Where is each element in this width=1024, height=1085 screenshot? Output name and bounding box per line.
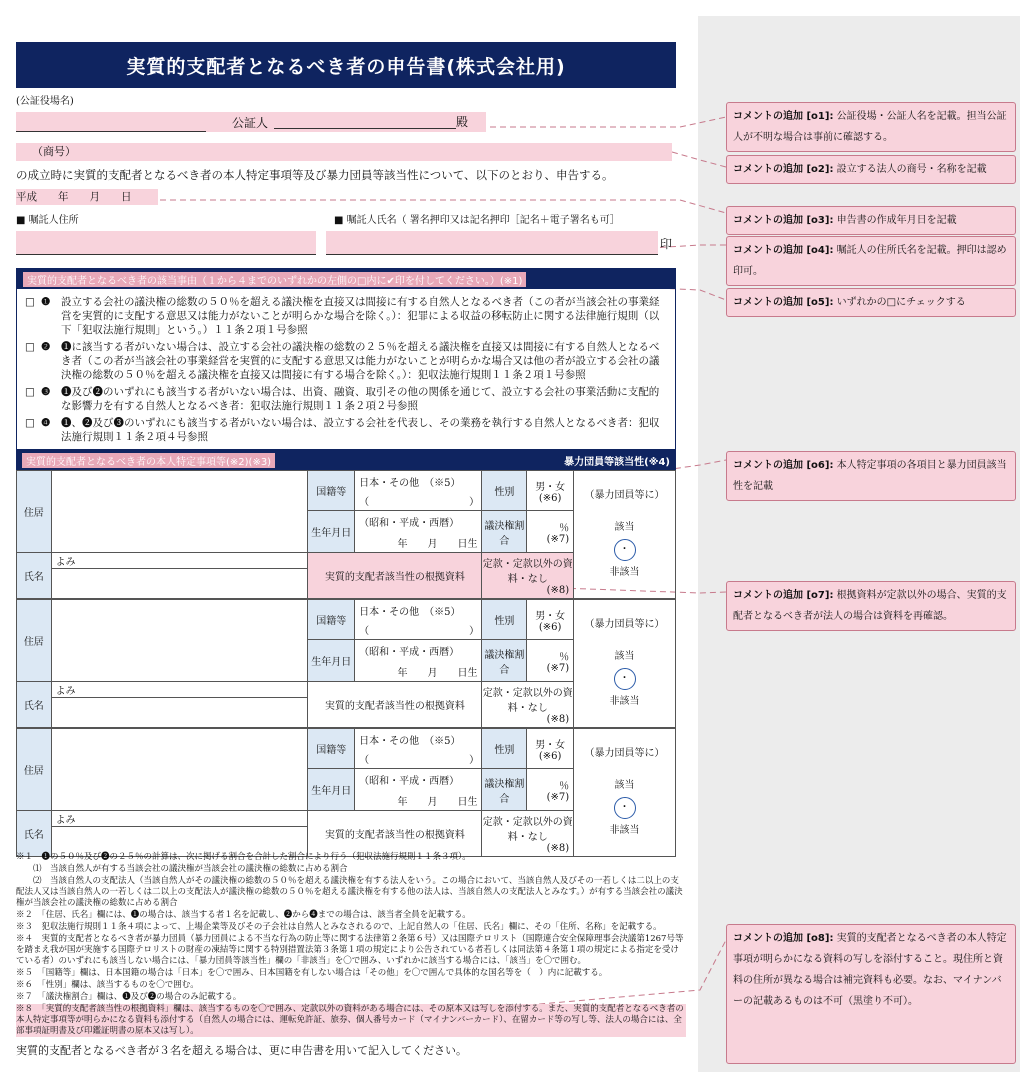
note-6: ※６ 「性別」欄は、該当するものを〇で囲む。 [16, 980, 199, 990]
comment-o3[interactable]: コメントの追加 [o3]: 申告書の作成年月日を記載 [726, 206, 1016, 235]
comment-o5[interactable]: コメントの追加 [o5]: いずれかの□にチェックする [726, 288, 1016, 317]
basis-field[interactable]: 定款・定款以外の資料・なし (※8) [482, 682, 574, 728]
note-5: ※５ 「国籍等」欄は、日本国籍の場合は「日本」を〇で囲み、日本国籍を有しない場合は「その他」を〇で囲んで具体的な国名等を（ ）内に記載する。 [16, 968, 608, 978]
sex-label: 性別 [482, 729, 527, 769]
section1-header: 実質的支配者となるべき者の該当事由（１から４までのいずれかの左側の□内に✔印を付してください。）(※1) [17, 269, 675, 289]
option-3[interactable]: □ ❸ ❶及び❷のいずれにも該当する者がいない場合は、出資、融資、取引その他の関係を通じて、設立する会社の事業活動に支配的な影響力を有する自然人となるべき者：犯収法施行規則１１条２項２号参照 [25, 386, 660, 412]
nationality-label: 国籍等 [308, 471, 355, 511]
option-2[interactable]: □ ❷ ❶に該当する者がいない場合は、設立する会社の議決権の総数の２５％を超える議決権を直接又は間接に有する自然人となるべき者（この者が当該会社の事業経営を実質的に支配する意思又は能力がないことが明らかな場合又は他の者が設立する会社の議決権の総数の５０％を超える議決権を直接又は間接に有する場合を除く。）：犯収法施行規則１１条２項１号参照 [25, 341, 660, 381]
comment-o6[interactable]: コメントの追加 [o6]: 本人特定事項の各項目と暴力団員該当性を記載 [726, 451, 1016, 501]
selection-circle: ・ [614, 539, 636, 561]
basis-label: 実質的支配者該当性の根拠資料 [308, 811, 482, 857]
basis-field[interactable]: 定款・定款以外の資料・なし (※8) [482, 811, 574, 857]
note-2: ※２ 「住居、氏名」欄には、❶の場合は、該当する者１名を記載し、❷から❹までの場合は、該当者全員を記載する。 [16, 910, 471, 920]
checkbox[interactable]: □ [25, 386, 35, 398]
note-3: ※３ 犯収法施行規則１１条４項によって、上場企業等及びその子会社は自然人とみなされるので、上記自然人の「住居、氏名」欄に、その「住所、名称」を記載する。 [16, 922, 662, 932]
dono-label: 殿 [456, 112, 486, 132]
birth-label: 生年月日 [308, 511, 355, 553]
address-label: 住居 [17, 729, 52, 811]
section-applicable-reason [16, 268, 676, 450]
note-7: ※７ 「議決権割合」欄は、❶及び❷の場合のみ記載する。 [16, 992, 242, 1002]
sex-label: 性別 [482, 600, 527, 640]
birth-field[interactable]: （昭和・平成・西暦） 年 月 日生 [355, 511, 482, 553]
persons-table [16, 470, 676, 857]
comment-o7[interactable]: コメントの追加 [o7]: 根拠資料が定款以外の場合、実質的支配者となるべき者が法人の場合は資料を再確認。 [726, 581, 1016, 631]
birth-label: 生年月日 [308, 769, 355, 811]
note-4: ※４ 実質的支配者となるべき者が暴力団員（暴力団員による不当な行為の防止等に関する法律第２条第６号）又は国際テロリスト（国際連合安全保障理事会決議第1267号等を踏まえ我が国が実施する国際テロリストの財産の凍結等に関する特別措置法第３条第１項の規定により公告されている者若しくは同法第４条第１項の規定による指定を受けている者）のいずれにも該当しない場合には、「暴力団員等該当性」欄の「非該当」を〇で囲み、いずれかに該当する場合には、「該当」を〇で囲む。 [16, 934, 684, 966]
checkbox[interactable]: □ [25, 417, 35, 429]
sex-field[interactable]: 男・女 (※6) [527, 600, 574, 640]
options-list [17, 289, 675, 449]
client-labels [16, 211, 676, 226]
address-field[interactable] [51, 600, 308, 682]
sex-field[interactable]: 男・女 (※6) [527, 471, 574, 511]
violence-check-field[interactable]: （暴力団員等に） 該当 ・ 非該当 [574, 471, 676, 599]
comment-o4[interactable]: コメントの追加 [o4]: 嘱託人の住所氏名を記載。押印は認め印可。 [726, 236, 1016, 286]
vote-label: 議決権割合 [482, 640, 527, 682]
client-address-field[interactable] [16, 231, 316, 255]
yomi-field[interactable]: よみ [51, 553, 308, 569]
birth-label: 生年月日 [308, 640, 355, 682]
name-field[interactable] [51, 698, 308, 728]
footer-text: 実質的支配者となるべき者が３名を超える場合は、更に申告書を用いて記入してください。 [16, 1044, 467, 1057]
selection-circle: ・ [614, 797, 636, 819]
comment-o2[interactable]: コメントの追加 [o2]: 設立する法人の商号・名称を記載 [726, 155, 1016, 184]
note-1-1: ⑴ 当該自然人が有する当該会社の議決権が当該会社の議決権の総数に占める割合 [16, 864, 348, 874]
checkbox[interactable]: □ [25, 296, 35, 308]
vote-field[interactable]: ％ (※7) [527, 511, 574, 553]
declaration-text: の成立時に実質的支配者となるべき者の本人特定事項等及び暴力団員等該当性について、以下のとおり、申告する。 [16, 168, 614, 182]
client-name-label: ■ 嘱託人氏名（ 署名押印又は記名押印［記名＋電子署名も可］ [334, 215, 620, 226]
basis-field[interactable]: 定款・定款以外の資料・なし (※8) [482, 553, 574, 599]
notes [16, 852, 686, 1057]
violence-check-field[interactable]: （暴力団員等に） 該当 ・ 非該当 [574, 729, 676, 857]
sex-field[interactable]: 男・女 (※6) [527, 729, 574, 769]
address-field[interactable] [51, 729, 308, 811]
sex-label: 性別 [482, 471, 527, 511]
basis-label: 実質的支配者該当性の根拠資料 [308, 553, 482, 599]
section2-header: 実質的支配者となるべき者の本人特定事項等(※2)(※3) 暴力団員等該当性(※4) [16, 450, 676, 470]
option-4[interactable]: □ ❹ ❶、❷及び❸のいずれにも該当する者がいない場合は、設立する会社を代表し、その業務を執行する自然人となるべき者：犯収法施行規則１１条２項４号参照 [25, 417, 660, 443]
vote-field[interactable]: ％ (※7) [527, 769, 574, 811]
comment-o8[interactable]: コメントの追加 [o8]: 実質的支配者となるべき者の本人特定事項が明らかになる資料の写しを添付すること。現住所と資料の住所が異なる場合は補完資料も必要。なお、マイナンバーの記載あるものは不可（黒塗り不可）。 [726, 924, 1016, 1064]
birth-field[interactable]: （昭和・平成・西暦） 年 月 日生 [355, 769, 482, 811]
vote-label: 議決権割合 [482, 511, 527, 553]
yomi-field[interactable]: よみ [51, 811, 308, 827]
vote-label: 議決権割合 [482, 769, 527, 811]
person-block-1 [16, 470, 676, 599]
nationality-label: 国籍等 [308, 600, 355, 640]
vote-field[interactable]: ％ (※7) [527, 640, 574, 682]
office-label: (公証役場名) [16, 96, 74, 107]
birth-field[interactable]: （昭和・平成・西暦） 年 月 日生 [355, 640, 482, 682]
nationality-field[interactable]: 日本・その他 （※5） （ ） [355, 729, 482, 769]
nationality-field[interactable]: 日本・その他 （※5） （ ） [355, 600, 482, 640]
client-name-field[interactable] [326, 231, 658, 255]
person-block-3 [16, 728, 676, 857]
trade-name-field[interactable] [16, 143, 672, 161]
person-block-2 [16, 599, 676, 728]
name-label: 氏名 [17, 682, 52, 728]
name-label: 氏名 [17, 553, 52, 599]
nationality-field[interactable]: 日本・その他 （※5） （ ） [355, 471, 482, 511]
name-label: 氏名 [17, 811, 52, 857]
address-label: 住居 [17, 471, 52, 553]
comment-o1[interactable]: コメントの追加 [o1]: 公証役場・公証人名を記載。担当公証人が不明な場合は事前に確認する。 [726, 102, 1016, 152]
note-8: ※８ 「実質的支配者該当性の根拠資料」欄は、該当するものを〇で囲み、定款以外の資料がある場合には、その原本又は写しを添付する。また、実質的支配者となるべき者の本人特定事項等が明らかになる資料も添付する（自然人の場合には、運転免許証、旅券、個人番号カード（マイナンバーカード）、在留カード等の写し等、法人の場合には、全部事項証明書及び印鑑証明書の原本又は写し）。 [16, 1004, 686, 1037]
basis-label: 実質的支配者該当性の根拠資料 [308, 682, 482, 728]
form-title: 実質的支配者となるべき者の申告書(株式会社用) [16, 42, 676, 88]
trade-name-label: （商号） [32, 145, 76, 158]
option-1[interactable]: □ ❶ 設立する会社の議決権の総数の５０％を超える議決権を直接又は間接に有する自然人となるべき者（この者が当該会社の事業経営を実質的に支配する意思又は能力がないことが明らかな場合を除く。）：犯罪による収益の移転防止に関する法律施行規則（以下「犯収法施行規則」という。）１１条２項１号参照 [25, 296, 660, 336]
checkbox[interactable]: □ [25, 341, 35, 353]
seal-mark: 印 [660, 236, 673, 251]
nationality-label: 国籍等 [308, 729, 355, 769]
notary-field[interactable] [206, 112, 456, 132]
note-1: ※１ ❶の５０％及び❷の２５％の計算は、次に掲げる割合を合計した割合により行う（犯収法施行規則１１条３項）。 [16, 852, 471, 862]
notary-label: 公証人 [232, 115, 269, 130]
violence-check-field[interactable]: （暴力団員等に） 該当 ・ 非該当 [574, 600, 676, 728]
date-field[interactable]: 平成 年 月 日 [16, 189, 158, 205]
address-field[interactable] [51, 471, 308, 553]
declaration-form [16, 42, 676, 857]
yomi-field[interactable]: よみ [51, 682, 308, 698]
selection-circle: ・ [614, 668, 636, 690]
client-address-label: ■ 嘱託人住所 [16, 215, 79, 226]
office-name-field[interactable] [16, 112, 206, 132]
name-field[interactable] [51, 569, 308, 599]
notary-row [16, 111, 676, 133]
address-label: 住居 [17, 600, 52, 682]
client-fields [16, 230, 676, 256]
note-1-2: ⑵ 当該自然人の支配法人（当該自然人がその議決権の総数の５０％を超える議決権を有する法人をいう。この場合において、当該自然人及びその一若しくは二以上の支配法人又は当該自然人の一若しくは二以上の支配法人が議決権の総数の５０％を超える議決権を有する他の法人は、当該自然人の支配法人とみなす。）が有する当該会社の議決権が当該会社の議決権の総数に占める割合 [16, 876, 683, 908]
